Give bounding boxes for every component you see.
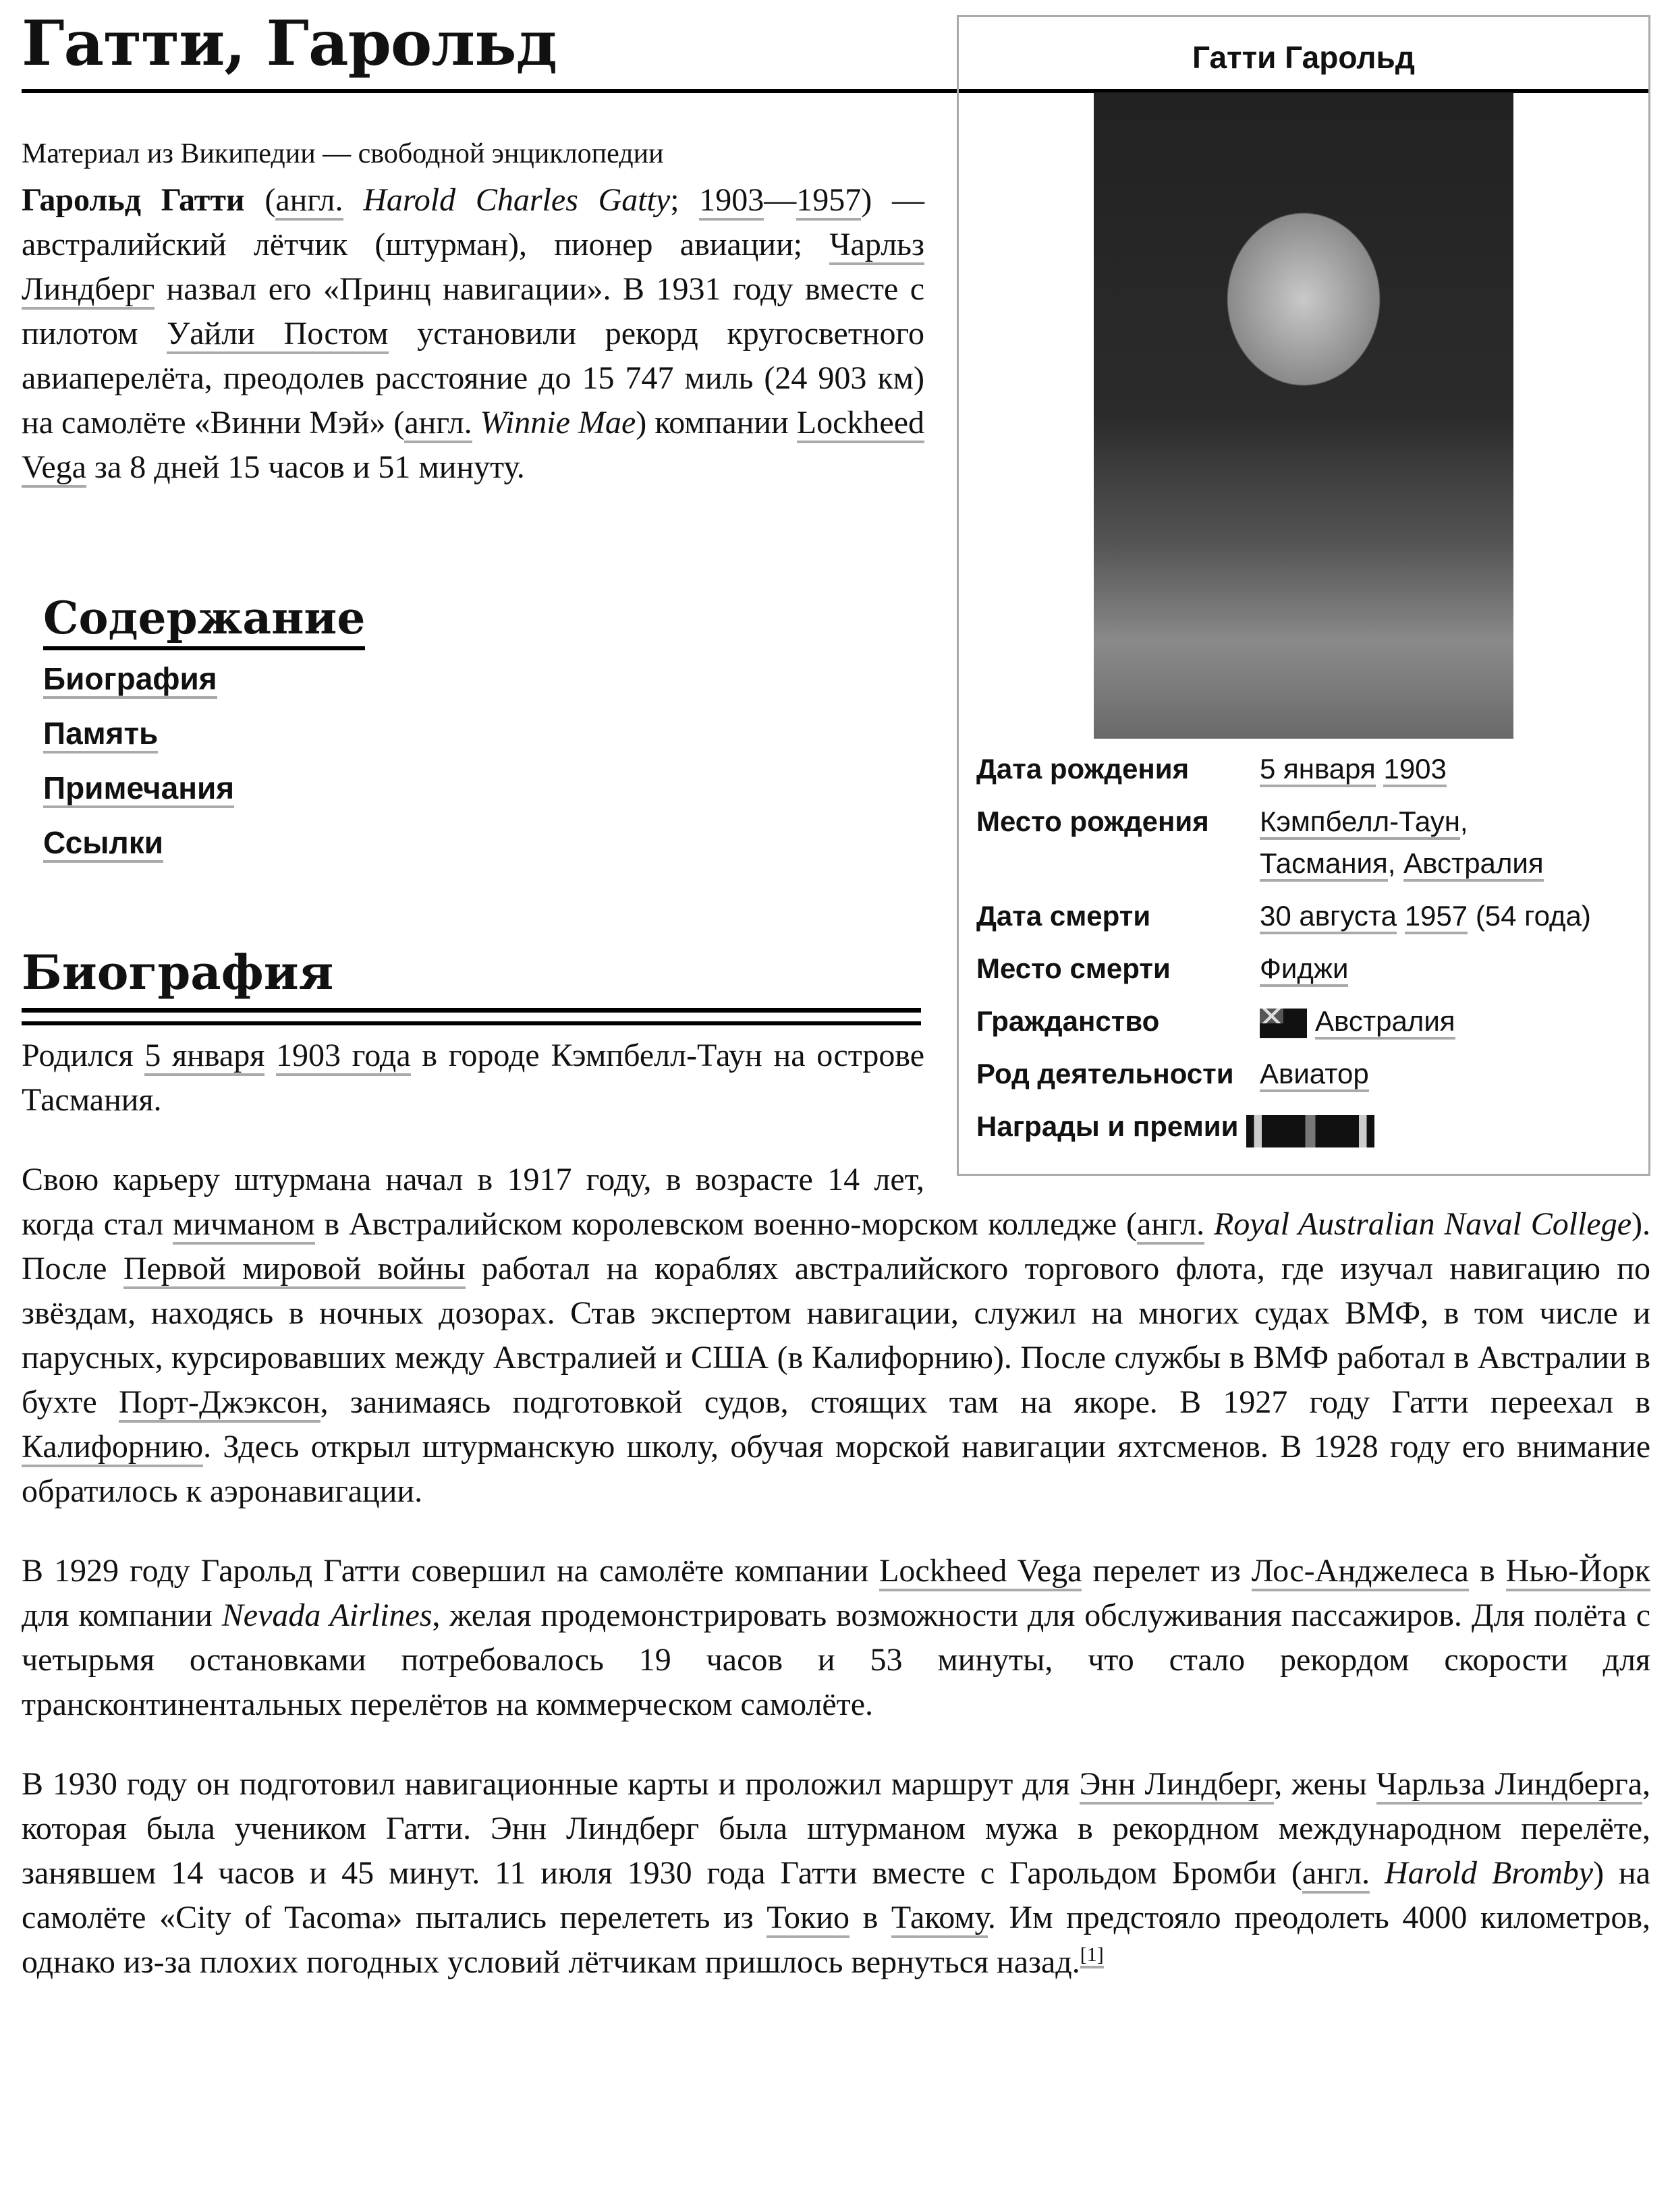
infobox-row-citizenship: Гражданство Австралия [976, 995, 1631, 1048]
infobox-row-awards: Награды и премии [976, 1100, 1631, 1159]
section-rule [22, 1008, 921, 1025]
table-of-contents [43, 591, 448, 870]
bio-paragraph: Родился 5 января 1903 года в городе Кэмпбелл-Таун на острове Тасмания. [22, 1038, 925, 1118]
bio-paragraph: В 1929 году Гарольд Гатти совершил на самолёте компании Lockheed Vega перелет из Лос-Анджелеса в Нью-Йорк для компании Nevada Airlines, желая продемонстрировать возможности для обслуживания пассажиров. Для полёта с четырьмя остановками потребовалось 19 часов и 53 минуты, что стало рекордом скорости для трансконтинентальных перелётов на коммерческом самолёте. [22, 1553, 1650, 1722]
toc-item-notes[interactable]: Примечания [43, 770, 234, 808]
award-ribbon-icon[interactable] [1246, 1115, 1374, 1147]
portrait-photo[interactable] [1094, 92, 1513, 739]
infobox-row-death-date: Дата смерти 30 августа 1957 (54 года) [976, 890, 1631, 942]
infobox-row-birth-date: Дата рождения 5 января 1903 [976, 743, 1631, 795]
infobox-title: Гатти Гарольд [1192, 40, 1415, 75]
toc-item-memory[interactable]: Память [43, 716, 158, 754]
reference-1[interactable]: [1] [1080, 1944, 1104, 1968]
toc-title: Содержание [43, 591, 365, 650]
infobox-row-death-place: Место смерти Фиджи [976, 942, 1631, 995]
infobox [957, 15, 1650, 1176]
section-heading-biography: Биография [22, 944, 334, 1000]
page-title: Гатти, Гарольд [22, 7, 557, 80]
infobox-row-birth-place: Место рождения Кэмпбелл-Таун, Тасмания, Австралия [976, 795, 1631, 884]
infobox-row-occupation: Род деятельности Авиатор [976, 1048, 1631, 1100]
bio-paragraph: В 1930 году он подготовил навигационные карты и проложил маршрут для Энн Линдберг, жены Чарльза Линдберга, которая была учеником Гатти. Энн Линдберг была штурманом мужа в рекордном международном перелёте, занявшем 14 часов и 45 минут. 11 июля 1930 года Гатти вместе с Гарольдом Бромби (англ. Harold Bromby) на самолёте «City of Tacoma» пытались перелететь из Токио в Такому. Им предстояло преодолеть 4000 километров, однако из-за плохих погодных условий лётчикам пришлось вернуться назад.[1] [22, 1766, 1651, 1980]
toc-item-biography[interactable]: Биография [43, 661, 217, 699]
lead-paragraph: Гарольд Гатти (англ. Harold Charles Gatty; 1903—1957) — австралийский лётчик (штурман), пионер авиации; Чарльз Линдберг назвал его «Принц навигации». В 1931 году вместе с пилотом Уайли Постом установили рекорд кругосветного авиаперелёта, преодолев расстояние до 15 747 миль (24 903 км) на самолёте «Винни Мэй» (англ. Winnie Mae) компании Lockheed Vega за 8 дней 15 часов и 51 минуту. [22, 178, 1650, 490]
toc-item-links[interactable]: Ссылки [43, 825, 163, 863]
australia-flag-icon [1260, 1009, 1307, 1038]
site-subtitle: Материал из Википедии — свободной энциклопедии [22, 138, 664, 169]
bio-paragraph: Свою карьеру штурмана начал в 1917 году, в возрасте 14 лет, когда стал мичманом в Австралийском королевском военно-морском колледже (англ. Royal Australian Naval College). После Первой мировой войны работал на кораблях австралийского торгового флота, где изучал навигацию по звёздам, находясь в ночных дозорах. Став экспертом навигации, служил на многих судах ВМФ, в том числе и парусных, курсировавших между Австралией и США (в Калифорнию). После службы в ВМФ работал в Австралии в бухте Порт-Джэксон, занимаясь подготовкой судов, стоящих там на якоре. В 1927 году Гатти переехал в Калифорнию. Здесь открыл штурманскую школу, обучая морской навигации яхтсменов. В 1928 году его внимание обратилось к аэронавигации. [22, 1162, 1651, 1509]
